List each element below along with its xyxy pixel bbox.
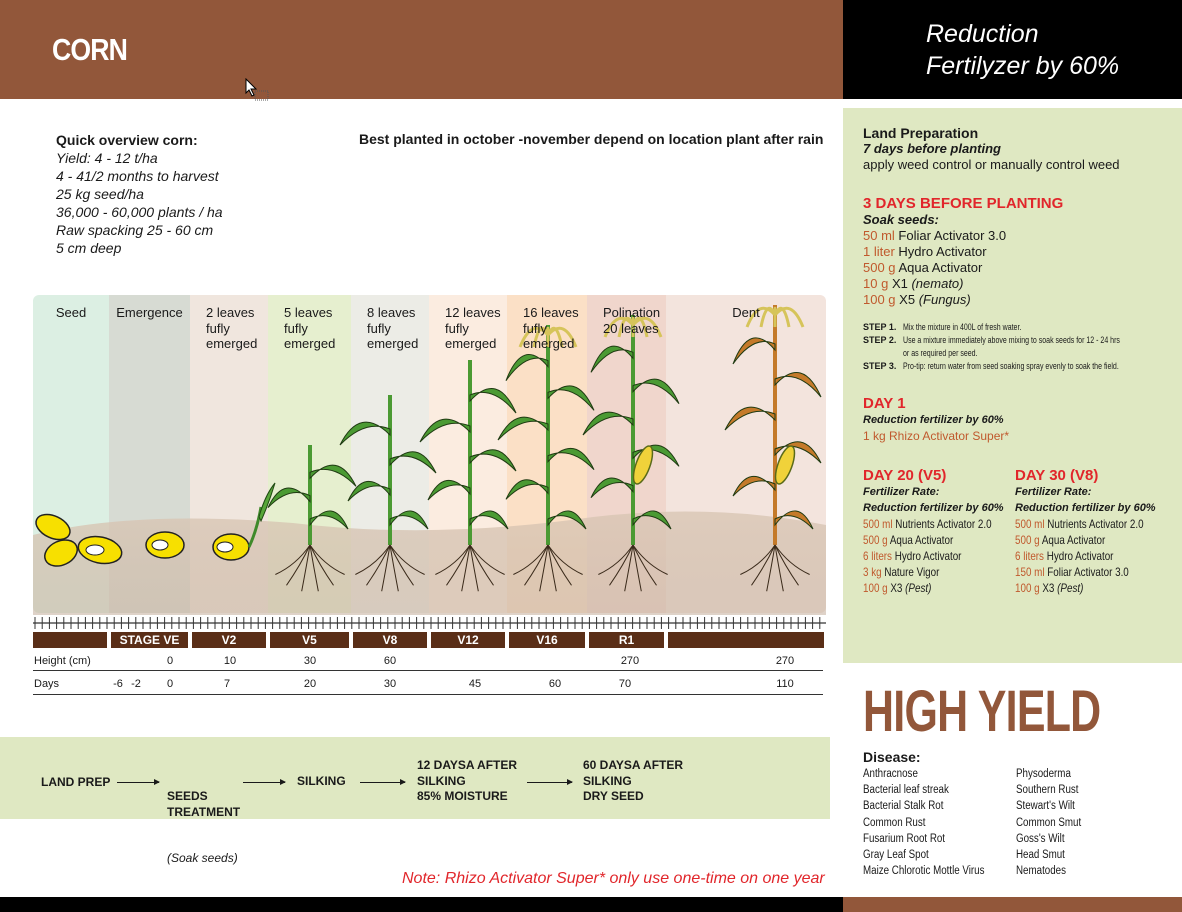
corn-leaf bbox=[310, 465, 356, 486]
corn-leaf bbox=[506, 355, 548, 381]
day1-section: DAY 1 Reduction fertilizer by 60% 1 kg Rhizo Activator Super* bbox=[863, 395, 1010, 443]
corn-leaf bbox=[268, 488, 310, 508]
stage-label: 8 leaves fufly emerged bbox=[367, 305, 419, 351]
product-note: (nemato) bbox=[911, 276, 964, 291]
stage-label: 2 leaves fufly emerged bbox=[206, 305, 258, 351]
day20-section: DAY 20 (V5) Fertilizer Rate: Reduction fertilizer by 60% 500 ml Nutrients Activator 2.0 500 g Aqua Activator 6 liters Hydro Activator 3 kg Nature Vigor 100 g X3 (Pest) bbox=[863, 467, 1020, 596]
height-value: 10 bbox=[223, 655, 237, 667]
days-value: 30 bbox=[383, 678, 397, 690]
product-quantity: 500 g bbox=[1015, 533, 1040, 547]
height-value: 270 bbox=[620, 655, 640, 667]
days-value: 45 bbox=[468, 678, 482, 690]
product-quantity: 50 ml bbox=[863, 228, 895, 243]
disease-item: Nematodes bbox=[1016, 865, 1066, 878]
disease-item: Common Smut bbox=[1016, 816, 1082, 829]
disease-item: Southern Rust bbox=[1016, 784, 1079, 797]
product-quantity: 10 g bbox=[863, 276, 889, 291]
days-value: 110 bbox=[776, 678, 794, 690]
process-flow bbox=[0, 737, 830, 819]
corn-leaf bbox=[591, 478, 633, 498]
product-note: (Pest) bbox=[1057, 581, 1084, 595]
product-name: Nutrients Activator 2.0 bbox=[1047, 517, 1144, 531]
stage-cell: V16 bbox=[536, 633, 558, 647]
page-title: CORN bbox=[52, 32, 128, 67]
overview-line: 36,000 - 60,000 plants / ha bbox=[56, 204, 223, 220]
disease-item: Common Rust bbox=[863, 816, 926, 829]
product-quantity: 100 g bbox=[863, 581, 888, 595]
product-name: X1 bbox=[891, 276, 908, 291]
product-item bbox=[863, 564, 992, 580]
product-name: Foliar Activator 3.0 bbox=[898, 228, 1007, 243]
days-value: -2 bbox=[131, 678, 141, 690]
stage-label: Seed bbox=[55, 305, 87, 320]
corn-leaf bbox=[390, 452, 436, 473]
height-value: 30 bbox=[303, 655, 317, 667]
stage-cell: STAGE VE bbox=[119, 633, 180, 647]
table-divider bbox=[33, 694, 823, 695]
flow-step-12-days: 12 DAYSA AFTER SILKING 85% MOISTURE bbox=[417, 758, 518, 803]
disease-item: Physoderma bbox=[1016, 768, 1071, 780]
corn-leaf bbox=[775, 373, 821, 398]
corn-leaf bbox=[340, 422, 390, 445]
disease-title: Disease: bbox=[863, 749, 921, 765]
disease-item: Fusarium Root Rot bbox=[863, 832, 946, 845]
table-divider bbox=[33, 670, 823, 671]
step-text: Pro-tip: return water from seed soaking spray evenly to soak the field. bbox=[903, 361, 1119, 371]
stage-cell: V5 bbox=[302, 633, 317, 647]
step-key: STEP 3. bbox=[863, 361, 897, 371]
product-name: Hydro Activator bbox=[898, 244, 987, 259]
stage-label: Emergence bbox=[116, 305, 183, 320]
overview-lines bbox=[56, 149, 223, 257]
days-value: -6 bbox=[113, 678, 123, 690]
soil-layer bbox=[33, 512, 826, 615]
corn-leaf bbox=[733, 476, 775, 496]
soak-step bbox=[863, 360, 1181, 373]
flow-step-seeds-treatment: SEEDS TREATMENT (Soak seeds) bbox=[167, 789, 241, 865]
overview-title: Quick overview corn: bbox=[56, 132, 198, 148]
disease-item: Anthracnose bbox=[863, 768, 918, 780]
corn-leaf bbox=[733, 338, 775, 364]
product-item bbox=[863, 580, 992, 596]
footer-bar bbox=[0, 897, 843, 912]
disease-item: Head Smut bbox=[1016, 849, 1065, 862]
days-value: 60 bbox=[548, 678, 562, 690]
product-name: X5 bbox=[899, 292, 916, 307]
stage-label: 12 leaves fufly emerged bbox=[445, 305, 501, 351]
product-quantity: 500 g bbox=[863, 260, 896, 275]
three-days-section: 3 DAYS BEFORE PLANTING Soak seeds: 50 ml Foliar Activator 3.0 1 liter Hydro Activator 500 g Aqua Activator 10 g X1 (nemato) 100 g X5 (Fungus) bbox=[863, 195, 1064, 307]
day30-section: DAY 30 (V8) Fertilizer Rate: Reduction fertilizer by 60% 500 ml Nutrients Activator 2.0 500 g Aqua Activator 6 liters Hydro Activator 150 ml Foliar Activator 3.0 100 g X3 (Pest) bbox=[1015, 467, 1172, 596]
product-name: Hydro Activator bbox=[1046, 549, 1114, 563]
corn-leaf bbox=[470, 450, 516, 471]
overview-line: Yield: 4 - 12 t/ha bbox=[56, 150, 158, 166]
step-key: STEP 2. bbox=[863, 335, 897, 345]
product-quantity: 500 g bbox=[863, 533, 888, 547]
corn-leaf bbox=[498, 417, 548, 440]
flow-step-60-days: 60 DAYSA AFTER SILKING DRY SEED bbox=[583, 758, 684, 803]
height-label: Height (cm) bbox=[34, 655, 91, 667]
step-key: STEP 1. bbox=[863, 322, 897, 332]
product-item bbox=[863, 548, 992, 564]
corn-leaf bbox=[390, 511, 428, 529]
product-quantity: 500 ml bbox=[863, 517, 893, 531]
quick-overview bbox=[56, 131, 223, 257]
rhizo-note: Note: Rhizo Activator Super* only use one-time on one year bbox=[402, 870, 825, 887]
overview-line: 4 - 41/2 months to harvest bbox=[56, 168, 219, 184]
product-note: (Pest) bbox=[905, 581, 932, 595]
stage-cell: R1 bbox=[618, 633, 635, 647]
arrow-right-icon bbox=[360, 782, 405, 783]
corn-leaf bbox=[548, 386, 594, 411]
product-name: Foliar Activator 3.0 bbox=[1047, 565, 1129, 579]
product-item bbox=[863, 244, 1063, 260]
stage-label: Dent bbox=[732, 305, 760, 320]
corn-leaf bbox=[506, 480, 548, 500]
product-quantity: 3 kg bbox=[863, 565, 882, 579]
disease-list-left bbox=[863, 766, 1006, 879]
height-value: 60 bbox=[383, 655, 397, 667]
days-value: 20 bbox=[303, 678, 317, 690]
step-text: Mix the mixture in 400L of fresh water. bbox=[903, 322, 1022, 332]
disease-item: Goss's Wilt bbox=[1016, 832, 1065, 845]
flow-step-land-prep: LAND PREP bbox=[41, 775, 111, 789]
disease-list-right bbox=[1016, 766, 1093, 879]
corn-leaf bbox=[470, 511, 508, 529]
product-item bbox=[863, 228, 1063, 244]
product-quantity: 100 g bbox=[1015, 581, 1040, 595]
stage-label: Polination 20 leaves bbox=[603, 305, 661, 336]
product-quantity: 1 liter bbox=[863, 244, 895, 259]
corn-leaf bbox=[725, 407, 775, 430]
product-name: X3 bbox=[890, 581, 903, 595]
stage-cell: R5 bbox=[828, 633, 844, 647]
product-name: Aqua Activator bbox=[1041, 533, 1106, 547]
soak-step bbox=[863, 334, 1181, 347]
planting-note: Best planted in october -november depend on location plant after rain bbox=[359, 131, 824, 147]
stage-label: 5 leaves fufly emerged bbox=[284, 305, 336, 351]
stage-cell bbox=[33, 633, 107, 647]
product-item bbox=[863, 532, 992, 548]
product-item bbox=[1015, 516, 1144, 532]
product-item bbox=[863, 260, 1063, 276]
day20-items bbox=[863, 516, 1020, 596]
footer-bar-right bbox=[843, 897, 1182, 912]
soak-step bbox=[863, 347, 1181, 360]
product-item bbox=[863, 276, 1063, 292]
corn-growth-illustration bbox=[33, 295, 826, 615]
timeline-ruler bbox=[33, 614, 826, 632]
product-item bbox=[863, 516, 992, 532]
product-name: Hydro Activator bbox=[894, 549, 962, 563]
product-quantity: 6 liters bbox=[1015, 549, 1044, 563]
corn-leaf bbox=[591, 346, 633, 372]
product-quantity: 150 ml bbox=[1015, 565, 1045, 579]
soak-steps bbox=[863, 321, 1181, 373]
corn-leaf bbox=[428, 480, 470, 500]
flow-step-silking: SILKING bbox=[297, 774, 346, 788]
disease-item: Gray Leaf Spot bbox=[863, 849, 929, 862]
product-name: X3 bbox=[1042, 581, 1055, 595]
overview-line: Raw spacking 25 - 60 cm bbox=[56, 222, 214, 238]
disease-item: Bacterial Stalk Rot bbox=[863, 800, 944, 813]
arrow-right-icon bbox=[527, 782, 572, 783]
high-yield-title: HIGH YIELD bbox=[863, 679, 1101, 744]
emergence-seed-icon bbox=[146, 532, 184, 558]
product-name: Nutrients Activator 2.0 bbox=[895, 517, 992, 531]
corn-leaf bbox=[470, 389, 516, 414]
corn-leaf bbox=[420, 419, 470, 442]
product-item bbox=[1015, 548, 1144, 564]
disease-item: Bacterial leaf streak bbox=[863, 784, 949, 797]
product-name: Aqua Activator bbox=[898, 260, 983, 275]
height-value: 270 bbox=[775, 655, 795, 667]
product-name: Nature Vigor bbox=[884, 565, 940, 579]
days-label: Days bbox=[34, 678, 60, 690]
height-value: 0 bbox=[166, 655, 174, 667]
soak-step bbox=[863, 321, 1181, 334]
stage-label: 16 leaves fufly emerged bbox=[523, 305, 579, 351]
corn-leaf bbox=[583, 412, 633, 435]
disease-item: Stewart's Wilt bbox=[1016, 800, 1075, 813]
stage-cell: V12 bbox=[457, 633, 479, 647]
reduction-title: Reduction Fertilyzer by 60% bbox=[926, 20, 1120, 80]
step-text: Use a mixture immediately above mixing to soak seeds for 12 - 24 hrs bbox=[903, 335, 1120, 345]
overview-line: 5 cm deep bbox=[56, 240, 122, 256]
stage-cell bbox=[668, 633, 824, 647]
product-item bbox=[1015, 532, 1144, 548]
product-name: Aqua Activator bbox=[889, 533, 954, 547]
product-item bbox=[1015, 564, 1144, 580]
corn-leaf bbox=[633, 379, 679, 404]
days-value: 7 bbox=[223, 678, 231, 690]
disease-item: Maize Chlorotic Mottle Virus bbox=[863, 865, 985, 878]
step-text: or as required per seed. bbox=[903, 348, 978, 358]
corn-leaf bbox=[548, 448, 594, 469]
stage-cell: V2 bbox=[221, 633, 237, 647]
mouse-cursor-icon bbox=[245, 78, 269, 102]
arrow-right-icon bbox=[117, 782, 159, 783]
days-value: 0 bbox=[166, 678, 174, 690]
product-quantity: 6 liters bbox=[863, 549, 892, 563]
product-item bbox=[863, 292, 1063, 308]
land-preparation: Land Preparation 7 days before planting apply weed control or manually control weed bbox=[863, 125, 1120, 172]
product-note: (Fungus) bbox=[918, 292, 971, 307]
overview-line: 25 kg seed/ha bbox=[56, 186, 144, 202]
day30-items bbox=[1015, 516, 1172, 596]
product-quantity: 500 ml bbox=[1015, 517, 1045, 531]
product-quantity: 100 g bbox=[863, 292, 896, 307]
product-item bbox=[1015, 580, 1144, 596]
arrow-right-icon bbox=[243, 782, 285, 783]
soak-items bbox=[863, 228, 1063, 308]
days-value: 70 bbox=[618, 678, 632, 690]
stage-cell: V8 bbox=[382, 633, 398, 647]
